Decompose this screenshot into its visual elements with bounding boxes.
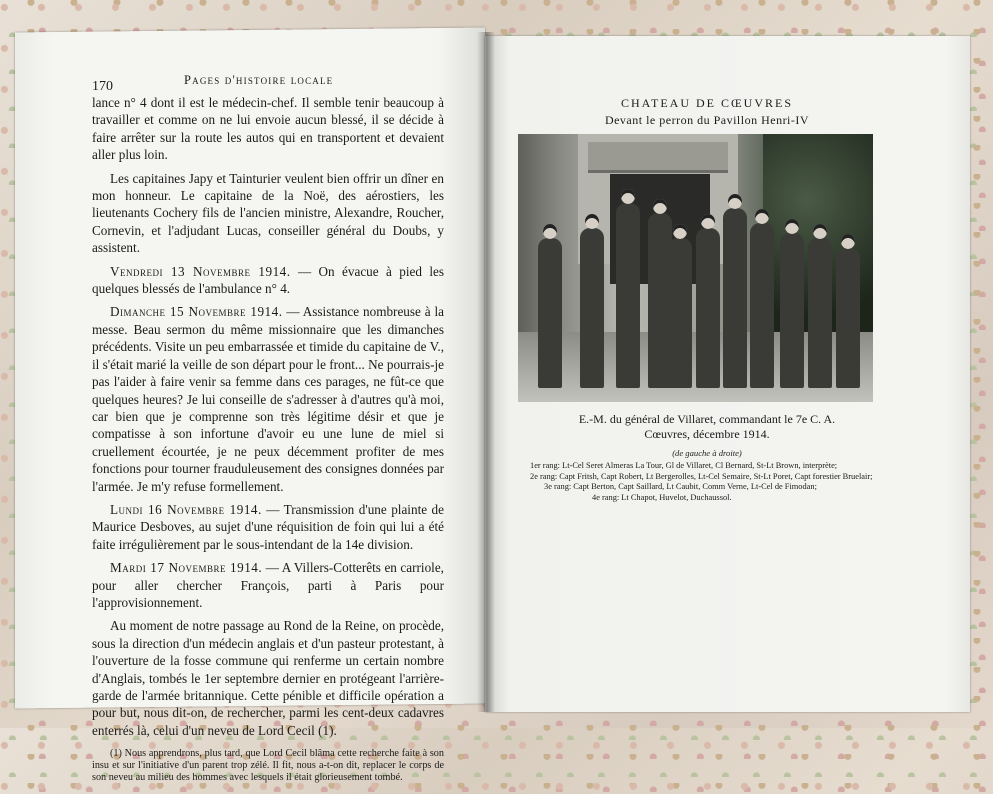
plate-subtitle: Devant le perron du Pavillon Henri-IV (604, 113, 810, 127)
rank-line: 2e rang: Capt Fritsh, Capt Robert, Lt Bergerolles, Lt-Cel Semaire, St-Lt Poret, Capt forestier Bruelair; (530, 471, 873, 481)
group-photograph (518, 134, 873, 402)
officer-figure (836, 248, 860, 388)
paragraph: lance n° 4 dont il est le médecin-chef. Il semble tenir beaucoup à travailler et comme on ne lui envoie aucun blessé, il se décide à faire arrêter sur la route les autos qui en transportent et devaient aller plus loin. (92, 95, 444, 163)
rank-line: 4e rang: Lt Chapot, Huvelot, Duchaussol. (592, 492, 732, 502)
footnote: (1) Nous apprendrons, plus tard, que Lord Cecil blâma cette recherche faite à son insu et sur l'initiative d'un parent trop zélé. Il fit, nous a-t-on dit, replacer le corps de son neveu au milieu des hommes avec lesquels il était glorieusement tombé. (92, 748, 444, 784)
journal-entry (92, 559, 444, 611)
rank-line: 1er rang: Lt-Cel Seret Almeras La Tour, Gl de Villaret, Cl Bernard, St-Lt Brown, interprète; (530, 461, 838, 470)
order-note: (de gauche à droite) (672, 448, 742, 458)
entry-text: — A Villers-Cotterêts en carriole, pour aller chercher François, parti à Paris pour l'approvisionnement. (92, 560, 444, 610)
officer-figure (580, 228, 604, 388)
officer-figure (808, 238, 832, 388)
officer-figure (538, 238, 562, 388)
entry-date: Mardi 17 Novembre 1914. (110, 560, 263, 576)
journal-entry (92, 263, 444, 298)
plate-title: CHATEAU DE CŒUVRES (620, 96, 793, 110)
right-page-plate (502, 96, 912, 503)
photo-caption (502, 412, 912, 442)
entry-date: Vendredi 13 Novembre 1914. (110, 263, 291, 279)
entry-text: — On évacue à pied les quelques blessés de l'ambulance n° 4. (92, 263, 444, 297)
entry-date: Lundi 16 Novembre 1914. (110, 501, 262, 517)
officer-figure (723, 208, 747, 388)
door-lintel (588, 142, 728, 173)
caption-line: Cœuvres, décembre 1914. (644, 427, 770, 441)
entry-text: — Assistance nombreuse à la messe. Beau sermon du même missionnaire que les dimanches précédents. Visite un peu embarrassée et timide du capitaine de V., il s'était marié la veille de son départ pour le front... Ne pourrais-je pas l'aider à faire venir sa femme dans ces parages, ne fût-ce que quelques heures? Je lui conseille de s'adresser à d'autres qu'à moi, car bien que je comprenne son très légitime désir et que je compatisse à son infortune d'avoir eu une lune de miel si cruellement écourtée, je ne peux décemment profiter de mes fonctions pour tourner frauduleusement des consignes données par l'armée. Je m'y refuse formellement. (92, 304, 444, 494)
ranks-list (502, 461, 912, 503)
entry-text: — Transmission d'une plainte de Maurice Desboves, au sujet d'une réquisition de foin qui lui a été faite irrégulièrement par le sous-intendant de la 14e division. (92, 501, 444, 552)
paragraph: Au moment de notre passage au Rond de la Reine, on procède, sous la direction d'un médecin anglais et d'un pasteur protestant, à l'ouverture de la fosse commune qui renferme un certain nombre d'Anglais, tombés le 1er septembre dernier en protégeant l'arrière-garde de l'armée britannique. Cette pénible et difficile opération a pour but, nous dit-on, de rechercher, parmi les cent-deux cadavres enterrés là, celui d'un neveu de Lord Cecil (1). (92, 618, 444, 738)
officer-figure (780, 233, 804, 388)
officer-figure (750, 223, 774, 388)
rank-line: 3e rang: Capt Berton, Capt Saillard, Lt Caubit, Comm Verne, Lt-Cel de Fimodan; (544, 482, 817, 491)
page-header (92, 72, 444, 94)
journal-entry (92, 303, 444, 494)
journal-entry (92, 501, 444, 553)
caption-line: E.-M. du général de Villaret, commandant le 7e C. A. (578, 412, 836, 426)
entry-date: Dimanche 15 Novembre 1914. (110, 304, 283, 320)
running-head: Pages d'histoire locale (184, 73, 334, 87)
officer-figure (616, 203, 640, 388)
left-page-text (92, 72, 444, 794)
book-gutter (477, 32, 495, 712)
paragraph: Les capitaines Japy et Tainturier veulent bien offrir un dîner en mon honneur. Le capitaine de la Noë, des aérostiers, les lieutenants Cochery fils de l'ancien ministre, Alexandre, Roucher, Cornevin, et l'adjudant Lucas, conseiller général du Doubs, y assistent. (92, 170, 444, 256)
page-number: 170 (92, 79, 113, 94)
officer-figure (668, 238, 692, 388)
officer-figure (696, 228, 720, 388)
